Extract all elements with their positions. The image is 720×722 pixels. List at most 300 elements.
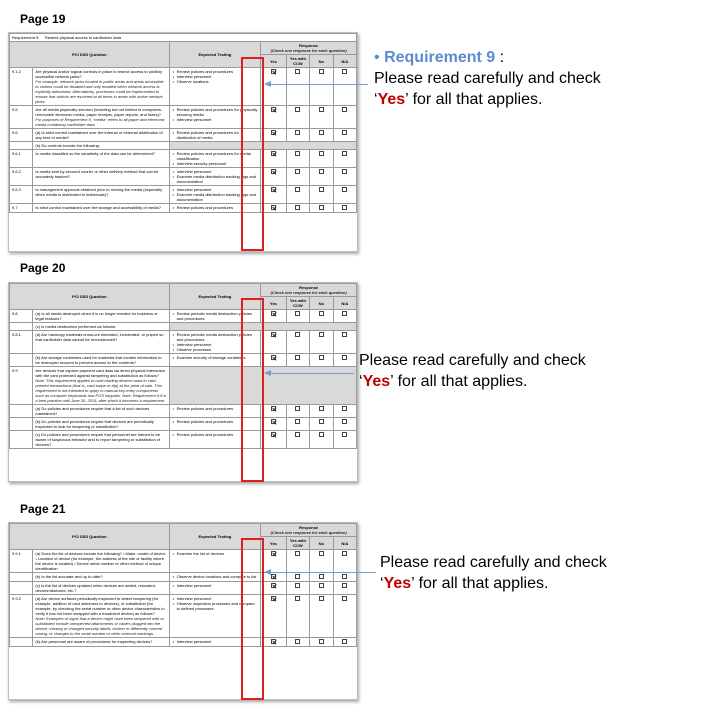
response-cell-yes-ccw: [286, 418, 309, 431]
response-cell-yes: [261, 405, 287, 418]
row-number: [10, 582, 33, 595]
table-row: [10, 323, 357, 331]
testing-item: • Observe locations: [177, 79, 259, 84]
checkbox-yes-ccw[interactable]: [295, 596, 300, 601]
response-cell-yes-ccw: [286, 150, 309, 168]
checkbox-na[interactable]: [342, 187, 347, 192]
row-number: 9.8: [10, 310, 33, 323]
testing-item: • Interview personnel: [177, 169, 259, 174]
question-text: (a) Is all media destroyed when it is no longer needed for business or legal reasons?: [35, 311, 158, 321]
response-cell-yes-ccw: [286, 573, 309, 582]
checkbox-no[interactable]: [319, 130, 324, 135]
row-number: [10, 405, 33, 418]
header-no: No: [310, 297, 333, 310]
checkbox-no[interactable]: [319, 551, 324, 556]
checkbox-yes-ccw[interactable]: [295, 151, 300, 156]
response-cell-yes-ccw: [286, 204, 309, 213]
header-response-label: Response: [299, 43, 319, 48]
row-question: [33, 573, 169, 582]
testing-item: • Review policies and procedures: [177, 69, 259, 74]
response-cell-no: [310, 150, 333, 168]
response-cell-yes: [261, 582, 287, 595]
page-21-form: [8, 522, 358, 700]
response-cell-yes: [261, 431, 287, 449]
checked-checkbox-yes[interactable]: [271, 187, 276, 192]
response-cell-no: [310, 550, 333, 573]
checkbox-yes-ccw[interactable]: [295, 187, 300, 192]
row-number: 9.6: [10, 129, 33, 142]
question-text: (a) Do policies and procedures require that a list of such devices maintained?: [35, 406, 150, 416]
yes-column-highlight-page-21: [241, 538, 264, 700]
arrow-head-icon: [264, 81, 271, 87]
checked-checkbox-yes[interactable]: [271, 130, 276, 135]
response-cell-no: [310, 595, 333, 638]
question-note: Note: Examples of signs that a device might have been tampered with or substituted include unexpected attachments or cables plugged into the device, missing or changed security labels, broken or differently colored casing, or changes to the serial number or other external markings.: [35, 616, 164, 636]
question-text: (b) Is the list accurate and up to date?: [35, 574, 103, 579]
header-no: No: [310, 537, 333, 550]
checkbox-yes-ccw[interactable]: [295, 107, 300, 112]
response-cell-no: [310, 186, 333, 204]
table-row: [10, 582, 357, 595]
response-cell-na: [333, 106, 356, 129]
table-row: [10, 405, 357, 418]
checkbox-no[interactable]: [319, 311, 324, 316]
page-21-label: Page 21: [20, 502, 66, 516]
response-cell-yes: [261, 129, 287, 142]
header-response-sub: (Check one response for each question): [270, 530, 347, 535]
checked-checkbox-yes[interactable]: [271, 419, 276, 424]
header-response-sub: (Check one response for each question): [270, 48, 347, 53]
response-cell-na: [333, 310, 356, 323]
callout-rest: ’ for all that applies.: [411, 575, 549, 592]
testing-item: • Interview personnel: [177, 342, 259, 347]
response-cell-no: [310, 354, 333, 367]
response-cell-no: [310, 106, 333, 129]
response-cell-no: [310, 418, 333, 431]
row-question: [33, 638, 169, 647]
checkbox-no[interactable]: [319, 596, 324, 601]
page-19-label: Page 19: [20, 12, 66, 26]
response-cell-no: [310, 638, 333, 647]
row-question: [33, 405, 169, 418]
checkbox-no[interactable]: [319, 583, 324, 588]
table-row: [10, 150, 357, 168]
testing-item: • Observe device locations and compare to list: [177, 574, 259, 579]
response-cell-yes-ccw: [286, 168, 309, 186]
response-cell-yes: [261, 595, 287, 638]
response-cell-na: [333, 331, 356, 354]
table-row: [10, 638, 357, 647]
checked-checkbox-yes[interactable]: [271, 406, 276, 411]
table-row: [10, 168, 357, 186]
table-row: [10, 354, 357, 367]
checked-checkbox-yes[interactable]: [271, 355, 276, 360]
checkbox-no[interactable]: [319, 574, 324, 579]
header-response-label: Response: [299, 285, 319, 290]
response-cell-yes-ccw: [286, 331, 309, 354]
header-na: N/A: [333, 55, 356, 68]
row-number: 9.9.1: [10, 550, 33, 573]
response-cell-no: [310, 582, 333, 595]
question-note: Note: This requirement applies to card-reading devices used in card-present transactions (that is, card swipe or dip) at the point of sale. This requirement is not intended to apply to manual key-entry components such as computer keyboards and POS keypads. Note: Requirement 9.9 is a best practice until June 30, 2015, after which it becomes a requirement.: [35, 378, 167, 403]
question-text: Are devices that capture payment card data via direct physical interaction with the card protected against tampering and substitution as follows?: [35, 368, 166, 378]
row-question: [33, 142, 169, 150]
checked-checkbox-yes[interactable]: [271, 332, 276, 337]
checkbox-no[interactable]: [319, 187, 324, 192]
bullet-icon: •: [374, 49, 380, 66]
question-text: (c) Is media destruction performed as follows:: [35, 324, 117, 329]
testing-item: • Examine security of storage containers: [177, 355, 259, 360]
row-question: [33, 354, 169, 367]
response-cell-no: [310, 68, 333, 106]
checkbox-yes-ccw[interactable]: [295, 419, 300, 424]
header-testing: Expected Testing: [169, 42, 261, 68]
question-text: Is management approval obtained prior to moving the media (especially when media is distributed to individuals)?: [35, 187, 163, 197]
row-question: [33, 582, 169, 595]
question-text: (b) Are personnel are aware of procedures for inspecting devices?: [35, 639, 153, 644]
arrow-3: [270, 572, 376, 573]
response-cell-yes: [261, 310, 287, 323]
quote-open: ‘: [380, 575, 384, 592]
checked-checkbox-yes[interactable]: [271, 311, 276, 316]
checkbox-no[interactable]: [319, 107, 324, 112]
header-na: N/A: [333, 537, 356, 550]
arrow-1: [270, 84, 368, 85]
checked-checkbox-yes[interactable]: [271, 596, 276, 601]
question-text: (a) Are hardcopy materials cross-cut shredded, incinerated, or pulped so that cardholder data cannot be reconstructed?: [35, 332, 164, 342]
callout-requirement-9: [374, 47, 601, 110]
requirement-title: Restrict physical access to cardholder data: [44, 35, 121, 40]
row-number: 9.6.3: [10, 186, 33, 204]
testing-item: • Examine the list of devices: [177, 551, 259, 556]
response-cell-yes: [261, 106, 287, 129]
row-question: [33, 595, 169, 638]
checked-checkbox-yes[interactable]: [271, 107, 276, 112]
checkbox-na[interactable]: [342, 406, 347, 411]
checkbox-na[interactable]: [342, 639, 347, 644]
checkbox-na[interactable]: [342, 551, 347, 556]
row-number: [10, 638, 33, 647]
question-text: (c) Is the list of devices updated when devices are added, relocated, decommissioned, etc.?: [35, 583, 156, 593]
header-response-sub: (Check one response for each question): [270, 290, 347, 295]
checkbox-no[interactable]: [319, 639, 324, 644]
checkbox-na[interactable]: [342, 583, 347, 588]
checkbox-yes-ccw[interactable]: [295, 169, 300, 174]
header-yes: Yes: [261, 537, 287, 550]
response-cell-yes: [261, 204, 287, 213]
response-cell-na: [333, 550, 356, 573]
header-testing: Expected Testing: [169, 284, 261, 310]
testing-item: • Review policies and procedures for media classification: [177, 151, 259, 161]
checkbox-yes-ccw[interactable]: [295, 332, 300, 337]
checkbox-yes-ccw[interactable]: [295, 583, 300, 588]
callout-rest: ’ for all that applies.: [405, 91, 543, 108]
response-cell-yes: [261, 168, 287, 186]
testing-item: • Examine media distribution tracking logs and documentation: [177, 192, 259, 202]
table-row: [10, 129, 357, 142]
response-cell-yes-ccw: [286, 550, 309, 573]
checkbox-na[interactable]: [342, 355, 347, 360]
checkbox-yes-ccw[interactable]: [295, 406, 300, 411]
testing-item: • Review periodic media destruction policies and procedures: [177, 311, 259, 321]
row-number: 9.8.1: [10, 331, 33, 354]
callout-requirement: Requirement 9: [384, 49, 496, 66]
table-row: [10, 106, 357, 129]
callout-yes: Yes: [362, 373, 391, 390]
response-cell-yes-ccw: [286, 354, 309, 367]
row-number: [10, 573, 33, 582]
testing-item: • Review policies and procedures: [177, 419, 259, 424]
checkbox-yes-ccw[interactable]: [295, 205, 300, 210]
row-number: 9.9: [10, 367, 33, 405]
header-yes-ccw: Yes with CCW: [286, 55, 309, 68]
header-response: [261, 284, 357, 297]
response-cell-yes: [261, 331, 287, 354]
checkbox-na[interactable]: [342, 419, 347, 424]
checkbox-yes-ccw[interactable]: [295, 311, 300, 316]
question-text: (b) Are storage containers used for materials that contain information to be destroyed secured to prevent access to the contents?: [35, 355, 162, 365]
response-cell-yes-ccw: [286, 405, 309, 418]
checkbox-no[interactable]: [319, 406, 324, 411]
response-cell-na: [333, 68, 356, 106]
response-cell-no: [310, 573, 333, 582]
checked-checkbox-yes[interactable]: [271, 639, 276, 644]
requirement-label: Requirement 9:: [12, 35, 40, 40]
row-number: 9.5: [10, 106, 33, 129]
row-question: [33, 367, 169, 405]
header-question: PCI DSS Question: [10, 284, 170, 310]
table-row: [10, 310, 357, 323]
checkbox-na[interactable]: [342, 151, 347, 156]
callout-colon: :: [495, 49, 505, 66]
checkbox-na[interactable]: [342, 311, 347, 316]
row-question: [33, 68, 169, 106]
header-no: No: [310, 55, 333, 68]
row-question: [33, 150, 169, 168]
testing-item: • Interview personnel: [177, 74, 259, 79]
response-cell-na: [333, 595, 356, 638]
testing-item: • Observe processes: [177, 347, 259, 352]
response-cell-na: [333, 150, 356, 168]
checked-checkbox-yes[interactable]: [271, 151, 276, 156]
checked-checkbox-yes[interactable]: [271, 583, 276, 588]
page-19-form: [8, 32, 358, 252]
row-number: [10, 431, 33, 449]
checkbox-no[interactable]: [319, 332, 324, 337]
question-text: Is strict control maintained over the storage and accessibility of media?: [35, 205, 161, 210]
testing-item: • Interview security personnel: [177, 161, 259, 166]
row-question: [33, 310, 169, 323]
checkbox-yes-ccw[interactable]: [295, 551, 300, 556]
response-cell-na: [333, 168, 356, 186]
page-20-label: Page 20: [20, 261, 66, 275]
testing-item: • Interview personnel: [177, 583, 259, 588]
response-cell-yes-ccw: [286, 595, 309, 638]
header-yes-ccw: Yes with CCW: [286, 537, 309, 550]
response-cell-yes: [261, 150, 287, 168]
response-cell-na: [333, 638, 356, 647]
header-response: [261, 42, 357, 55]
testing-item: • Review periodic media destruction policies and procedures: [177, 332, 259, 342]
arrow-head-icon: [264, 569, 271, 575]
testing-item: • Review policies and procedures: [177, 205, 259, 210]
question-text: Are physical and/or logical controls in place to restrict access to publicly accessible network jacks?: [35, 69, 163, 79]
checkbox-na[interactable]: [342, 432, 347, 437]
quote-open: ‘: [359, 373, 363, 390]
question-text: Are all media physically secured (including but not limited to computers, removable electronic media, paper receipts, paper reports, and faxes)?: [35, 107, 163, 117]
response-cell-no: [310, 331, 333, 354]
testing-item: • Examine media distribution tracking logs and documentation: [177, 174, 259, 184]
question-note: For example, network jacks located in public areas and areas accessible to visitors could be disabled and only enabled when network access is explicitly authorized. Alternatively, processes could be implemented to ensure that visitors are escorted at all times in areas with active network jacks.: [35, 79, 164, 104]
checkbox-na[interactable]: [342, 574, 347, 579]
callout-line-2: [380, 573, 607, 594]
checked-checkbox-yes[interactable]: [271, 574, 276, 579]
table-row: [10, 418, 357, 431]
response-cell-na: [333, 582, 356, 595]
header-yes-ccw: Yes with CCW: [286, 297, 309, 310]
table-row: [10, 204, 357, 213]
row-number: [10, 418, 33, 431]
checkbox-yes-ccw[interactable]: [295, 432, 300, 437]
checkbox-no[interactable]: [319, 432, 324, 437]
callout-heading: [374, 47, 601, 68]
testing-item: • Interview personnel: [177, 596, 259, 601]
response-cell-na: [333, 418, 356, 431]
header-yes: Yes: [261, 297, 287, 310]
checked-checkbox-yes[interactable]: [271, 169, 276, 174]
response-cell-yes-ccw: [286, 638, 309, 647]
callout-rest: ’ for all that applies.: [390, 373, 528, 390]
response-cell-yes-ccw: [286, 129, 309, 142]
row-question: [33, 418, 169, 431]
response-cell-na: [333, 186, 356, 204]
question-text: (b) Do controls include the following:: [35, 143, 100, 148]
table-row: [10, 142, 357, 150]
testing-item: • Review policies and procedures: [177, 406, 259, 411]
row-question: [33, 129, 169, 142]
checkbox-na[interactable]: [342, 107, 347, 112]
checkbox-na[interactable]: [342, 332, 347, 337]
checkbox-no[interactable]: [319, 355, 324, 360]
response-cell-na: [333, 405, 356, 418]
callout-line-2: [359, 371, 586, 392]
checkbox-yes-ccw[interactable]: [295, 355, 300, 360]
checkbox-yes-ccw[interactable]: [295, 639, 300, 644]
row-number: [10, 354, 33, 367]
table-row: [10, 550, 357, 573]
question-text: (a) Does the list of devices include the following? • Make, model of device • Location of device (for example, the address of the site or facility where the device is located) • Device serial number or other method of unique identification: [35, 551, 166, 571]
row-number: [10, 142, 33, 150]
yes-column-highlight-page-19: [241, 57, 264, 251]
arrow-head-icon: [264, 370, 271, 376]
question-text: (c) Do policies and procedures require that personnel are trained to be aware of suspicious behavior and to report tampering or substitution of devices?: [35, 432, 161, 447]
question-text: (a) Are device surfaces periodically inspected to detect tampering (for example, addition of card skimmers to devices), or substitution (for example, by checking the serial number or other device characteristics to verify it has not been swapped with a fraudulent device) as follows?: [35, 596, 165, 616]
response-cell-na: [333, 204, 356, 213]
table-row: [10, 595, 357, 638]
row-question: [33, 323, 169, 331]
checkbox-na[interactable]: [342, 205, 347, 210]
response-cell-yes-ccw: [286, 106, 309, 129]
checked-checkbox-yes[interactable]: [271, 551, 276, 556]
row-question: [33, 186, 169, 204]
response-cell-yes-ccw: [286, 186, 309, 204]
testing-item: • Observe inspection processes and compare to defined processes: [177, 601, 259, 611]
response-cell-yes: [261, 354, 287, 367]
checkbox-no[interactable]: [319, 205, 324, 210]
checkbox-na[interactable]: [342, 596, 347, 601]
response-cell-yes-ccw: [286, 582, 309, 595]
row-question: [33, 550, 169, 573]
response-cell-no: [310, 204, 333, 213]
checkbox-no[interactable]: [319, 169, 324, 174]
question-text: Is media classified so the sensitivity of the data can be determined?: [35, 151, 156, 156]
question-text: (b) Do policies and procedures require that devices are periodically inspected to look for tampering or substitution?: [35, 419, 154, 429]
requirement-heading: [10, 34, 357, 42]
checkbox-na[interactable]: [342, 69, 347, 74]
response-cell-yes-ccw: [286, 431, 309, 449]
response-cell-yes-ccw: [286, 68, 309, 106]
response-cell-no: [310, 431, 333, 449]
row-number: 9.6.2: [10, 168, 33, 186]
testing-item: • Interview personnel: [177, 639, 259, 644]
checked-checkbox-yes[interactable]: [271, 205, 276, 210]
header-na: N/A: [333, 297, 356, 310]
checkbox-na[interactable]: [342, 130, 347, 135]
callout-page-20: [359, 350, 586, 392]
testing-item: • Review policies and procedures: [177, 432, 259, 437]
question-note: For purposes of Requirement 9, “media” refers to all paper and electronic media containing cardholder data.: [35, 117, 165, 127]
checkbox-no[interactable]: [319, 151, 324, 156]
header-response-label: Response: [299, 525, 319, 530]
checkbox-no[interactable]: [319, 419, 324, 424]
callout-yes: Yes: [383, 575, 412, 592]
row-number: [10, 323, 33, 331]
checkbox-yes-ccw[interactable]: [295, 69, 300, 74]
checkbox-no[interactable]: [319, 69, 324, 74]
arrow-2: [270, 373, 354, 374]
row-number: 9.9.2: [10, 595, 33, 638]
checkbox-yes-ccw[interactable]: [295, 130, 300, 135]
yes-column-highlight-page-20: [241, 298, 264, 482]
testing-item: • Interview personnel: [177, 117, 259, 122]
response-cell-no: [310, 310, 333, 323]
row-number: 9.6.1: [10, 150, 33, 168]
callout-line-1: Please read carefully and check: [374, 70, 601, 87]
response-cell-no: [310, 168, 333, 186]
checkbox-na[interactable]: [342, 169, 347, 174]
response-cell-yes: [261, 418, 287, 431]
table-row: [10, 331, 357, 354]
checkbox-yes-ccw[interactable]: [295, 574, 300, 579]
response-cell-na: [333, 354, 356, 367]
response-cell-yes-ccw: [286, 310, 309, 323]
response-cell-no: [310, 129, 333, 142]
row-question: [33, 431, 169, 449]
question-text: (a) Is strict control maintained over the internal or external distribution of any kind of media?: [35, 130, 163, 140]
checked-checkbox-yes[interactable]: [271, 432, 276, 437]
checked-checkbox-yes[interactable]: [271, 69, 276, 74]
response-cell-na: [333, 431, 356, 449]
question-text: Is media sent by secured courier or other delivery method that can be accurately tracked?: [35, 169, 159, 179]
response-cell-yes: [261, 186, 287, 204]
header-question: PCI DSS Question: [10, 42, 170, 68]
row-number: 9.7: [10, 204, 33, 213]
testing-item: • Review policies and procedures for distribution of media: [177, 130, 259, 140]
callout-yes: Yes: [377, 91, 406, 108]
header-yes: Yes: [261, 55, 287, 68]
response-cell-yes: [261, 638, 287, 647]
page-20-form: [8, 282, 358, 482]
